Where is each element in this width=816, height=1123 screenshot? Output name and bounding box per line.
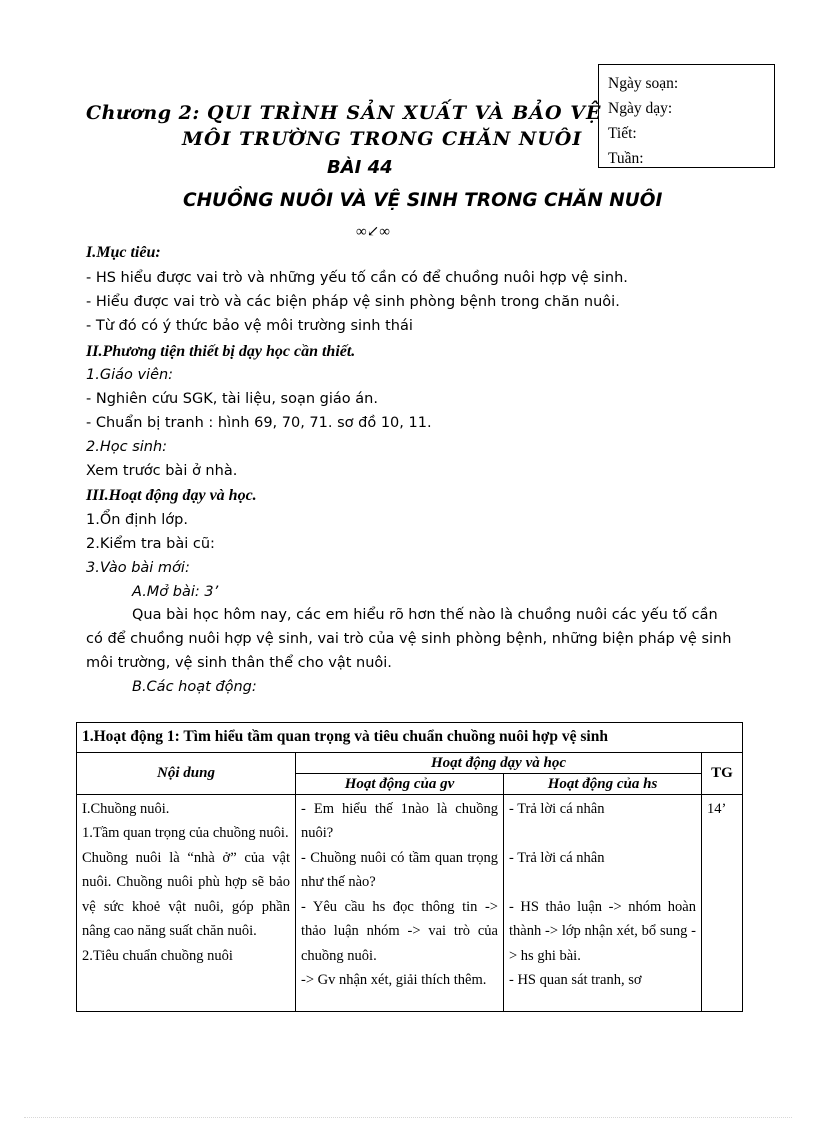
intro-label: A.Mở bài: 3’ xyxy=(132,584,219,600)
activities-heading: III.Hoạt động dạy và học. xyxy=(86,487,257,504)
student-column-header: Hoạt động của hs xyxy=(504,773,702,794)
teacher-column-header: Hoạt động của gv xyxy=(296,773,504,794)
page-footer-divider xyxy=(24,1117,792,1118)
intro-text: có để chuồng nuôi hợp vệ sinh, vai trò của vệ sinh phòng bệnh, những biện pháp vệ sinh xyxy=(86,631,732,647)
ornament-divider: ∞↙∞ xyxy=(356,224,390,240)
info-teaching-date: Ngày dạy: xyxy=(608,100,673,117)
info-prepared-date: Ngày soạn: xyxy=(608,75,679,92)
teacher-line: - Yêu cầu hs đọc thông tin -> thảo luận nhóm -> vai trò của chuồng nuôi. xyxy=(301,898,498,964)
intro-text: môi trường, vệ sinh thân thể cho vật nuôi. xyxy=(86,655,392,671)
table-title-row xyxy=(77,723,743,753)
teacher-line: - Chuồng nuôi có tầm quan trọng như thế nào? xyxy=(301,849,498,890)
student-line: - HS quan sát tranh, sơ xyxy=(509,972,642,988)
activity-step: 2.Kiểm tra bài cũ: xyxy=(86,536,215,552)
teacher-activity-cell xyxy=(296,794,504,1011)
chapter-title-line-1: QUI TRÌNH SẢN XUẤT VÀ BẢO VỆ xyxy=(207,102,602,124)
teacher-item: - Chuẩn bị tranh : hình 69, 70, 71. sơ đồ 10, 11. xyxy=(86,415,432,431)
activities-label: B.Các hoạt động: xyxy=(132,679,257,695)
info-week: Tuần: xyxy=(608,150,644,167)
intro-text: Qua bài học hôm nay, các em hiểu rõ hơn thế nào là chuồng nuôi các yếu tố cần xyxy=(132,607,718,623)
chapter-heading xyxy=(86,102,601,124)
objective-item: - Từ đó có ý thức bảo vệ môi trường sinh thái xyxy=(86,318,413,334)
activity-title: 1.Hoạt động 1: Tìm hiểu tầm quan trọng và tiêu chuẩn chuồng nuôi hợp vệ sinh xyxy=(77,723,743,753)
teacher-line: - Em hiểu thế 1nào là chuồng nuôi? xyxy=(301,800,498,841)
objectives-heading: I.Mục tiêu: xyxy=(86,244,161,261)
content-line: 1.Tầm quan trọng của chuồng nuôi. xyxy=(82,825,289,841)
time-cell: 14’ xyxy=(702,794,743,1011)
table-row xyxy=(77,794,743,1011)
teacher-item: - Nghiên cứu SGK, tài liệu, soạn giáo án. xyxy=(86,391,378,407)
teaching-column-header: Hoạt động dạy và học xyxy=(296,752,702,773)
chapter-label: Chương 2: xyxy=(86,102,200,124)
content-line: I.Chuồng nuôi. xyxy=(82,800,170,817)
content-line: 2.Tiêu chuẩn chuồng nuôi xyxy=(82,947,233,964)
chapter-title-line-2: MÔI TRƯỜNG TRONG CHĂN NUÔI xyxy=(182,128,583,150)
student-line: - Trả lời cá nhân xyxy=(509,849,605,866)
student-label: 2.Học sinh: xyxy=(86,439,168,455)
lesson-activity-table xyxy=(76,722,743,1012)
teacher-label: 1.Giáo viên: xyxy=(86,367,174,383)
lesson-number: BÀI 44 xyxy=(327,157,393,178)
student-activity-cell xyxy=(504,794,702,1011)
student-line: - Trả lời cá nhân xyxy=(509,800,605,817)
table-header-row xyxy=(77,752,743,773)
content-cell xyxy=(77,794,296,1011)
content-line: Chuồng nuôi là “nhà ở” của vật nuôi. Chuồng nuôi phù hợp sẽ bảo vệ sức khoẻ vật nuôi, góp phần nâng cao năng suất chăn nuôi. xyxy=(82,849,290,939)
objective-item: - Hiểu được vai trò và các biện pháp vệ sinh phòng bệnh trong chăn nuôi. xyxy=(86,294,620,310)
lesson-title: CHUỒNG NUÔI VÀ VỆ SINH TRONG CHĂN NUÔI xyxy=(183,190,663,211)
info-period: Tiết: xyxy=(608,125,637,142)
activity-step: 3.Vào bài mới: xyxy=(86,560,190,576)
teacher-line: -> Gv nhận xét, giải thích thêm. xyxy=(301,972,487,988)
student-line: - HS thảo luận -> nhóm hoàn thành -> lớp nhận xét, bổ sung -> hs ghi bài. xyxy=(509,898,696,964)
objective-item: - HS hiểu được vai trò và những yếu tố cần có để chuồng nuôi hợp vệ sinh. xyxy=(86,270,628,286)
activity-step: 1.Ổn định lớp. xyxy=(86,512,188,528)
time-column-header: TG xyxy=(702,752,743,794)
resources-heading: II.Phương tiện thiết bị dạy học cần thiết. xyxy=(86,343,356,360)
student-item: Xem trước bài ở nhà. xyxy=(86,463,238,479)
lesson-info-box xyxy=(598,64,775,168)
content-column-header: Nội dung xyxy=(77,752,296,794)
